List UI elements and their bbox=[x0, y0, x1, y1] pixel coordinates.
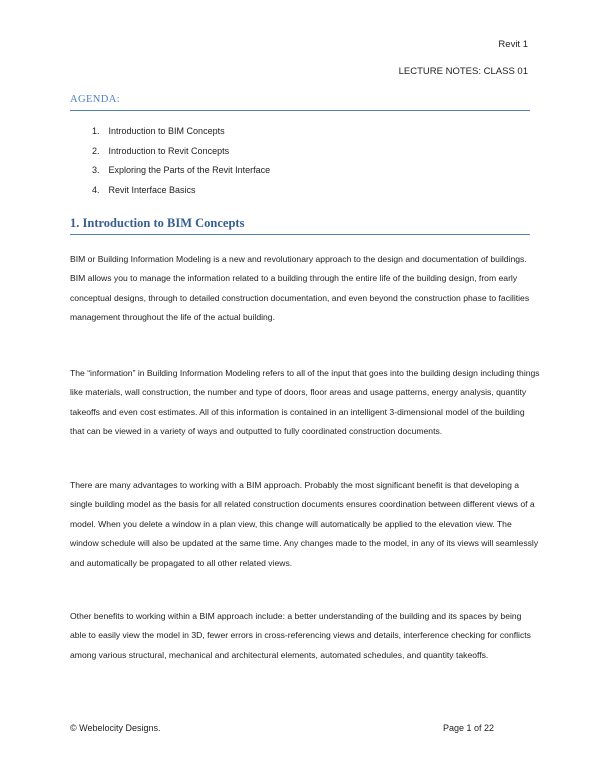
paragraph-other-benefits: Other benefits to working within a BIM approach include: a better understanding of the building and its spaces by being able to easily view the model in 3D, fewer errors in cross-referencing views and details, interference checking for conflicts among various structural, mechanical and architectural elements, automated schedules, and quantity takeoffs. bbox=[70, 611, 531, 660]
agenda-item-text: Introduction to Revit Concepts bbox=[108, 145, 230, 156]
agenda-item-number: 1. bbox=[92, 126, 100, 136]
agenda-item bbox=[92, 124, 270, 144]
agenda-divider bbox=[70, 110, 530, 111]
agenda-list bbox=[92, 124, 270, 202]
footer-copyright: © Webelocity Designs. bbox=[70, 723, 161, 733]
footer-page-number: Page 1 of 22 bbox=[442, 723, 494, 733]
section-divider bbox=[70, 234, 530, 235]
paragraph-information: The “information” in Building Information Modeling refers to all of the input that goes into the building design including things like materials, wall construction, the number and type of doors, floor areas and usage patterns, energy analysis, quantity takeoffs and even cost estimates. All of this information is contained in an intelligent 3-dimensional model of the building that can be viewed in a variety of ways and outputted to fully coordinated construction documents. bbox=[70, 368, 540, 437]
agenda-item-text: Exploring the Parts of the Revit Interface bbox=[108, 165, 271, 176]
section-heading: 1. Introduction to BIM Concepts bbox=[70, 216, 245, 230]
agenda-item-text: Introduction to BIM Concepts bbox=[108, 126, 225, 136]
agenda-item-text: Revit Interface Basics bbox=[108, 184, 196, 195]
agenda-item bbox=[92, 163, 270, 183]
agenda-item-number: 3. bbox=[92, 165, 100, 176]
paragraph-bim-intro: BIM or Building Information Modeling is a new and revolutionary approach to the design and documentation of buildings. BIM allows you to manage the information related to a building through the entire life of the building design, from early conceptual designs, through to detailed construction documentation, and even beyond the construction phase to facilities management throughout the life of the actual building. bbox=[70, 254, 530, 323]
header-subtitle: LECTURE NOTES: CLASS 01 bbox=[398, 66, 528, 77]
agenda-item bbox=[92, 183, 270, 203]
header-doc-title: Revit 1 bbox=[498, 39, 528, 50]
agenda-item-number: 4. bbox=[92, 184, 100, 195]
agenda-item bbox=[92, 144, 270, 164]
agenda-heading: AGENDA: bbox=[70, 94, 121, 105]
paragraph-advantages: There are many advantages to working with a BIM approach. Probably the most significant benefit is that developing a single building model as the basis for all related construction documents ensures coordination between different views of a model. When you delete a window in a plan view, this change will automatically be applied to the elevation view. The window schedule will also be updated at the same time. Any changes made to the model, in any of its views will seamlessly and automatically be propagated to all other related views. bbox=[70, 480, 539, 568]
agenda-item-number: 2. bbox=[92, 145, 100, 156]
